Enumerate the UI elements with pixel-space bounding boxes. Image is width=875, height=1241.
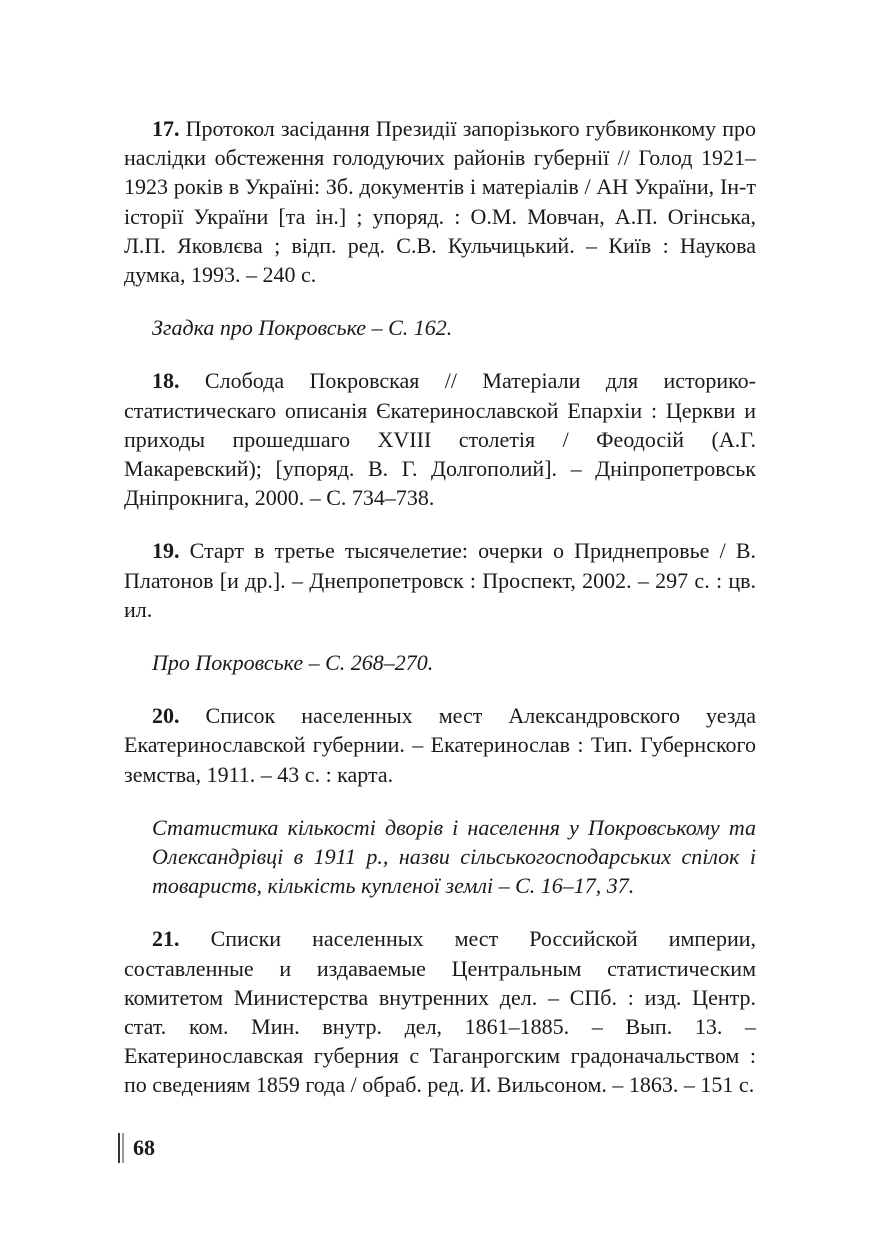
entry-note: Згадка про Покровське – С. 162. [152, 315, 453, 341]
page-folio [118, 1132, 155, 1164]
bibliography-entry-17 [124, 114, 756, 289]
entry-note: Про Покровське – С. 268–270. [152, 650, 434, 676]
entry-text: Списки населенных мест Российской империи, составленные и издаваемые Центральным статистическим комитетом Министерства внутренних дел. – СПб. : изд. Центр. стат. ком. Мин. внутр. дел, 1861–1885. – Вып. 13. – Екатеринославская губерния с Таганрогским градоначальством : по сведениям 1859 года / обраб. ред. И. Вильсоном. – 1863. – 151 с. [124, 926, 757, 1098]
entry-number: 18. [152, 368, 180, 394]
bibliography-list [124, 114, 756, 1100]
folio-rule [118, 1133, 120, 1163]
page-number: 68 [133, 1135, 155, 1160]
entry-text: Протокол засідання Президії запорізького губвиконкому про наслідки обстеження голодуючих районів губернії // Голод 1921–1923 років в Україні: Зб. документів і матеріалів / АН України, Ін-т історії України [та ін.] ; упоряд. : О.М. Мовчан, А.П. Огінська, Л.П. Яковлєва ; відп. ред. С.В. Кульчицький. – Київ : Наукова думка, 1993. – 240 с. [124, 116, 756, 288]
entry-text: Старт в третье тысячелетие: очерки о Приднепровье / В. Платонов [и др.]. – Днепропетровск : Проспект, 2002. – 297 с. : цв. ил. [124, 538, 757, 622]
entry-text: Слобода Покровская // Матеріали для историко-статистическаго описанія Єкатеринославской Епархіи : Церкви и приходы прошедшаго XVIII столетія / Феодосій (А.Г. Макаревский); [упоряд. В. Г. Долгополий]. – Дніпропетровськ Дніпрокнига, 2000. – С. 734–738. [124, 368, 757, 511]
bibliography-entry-18 [124, 366, 756, 512]
folio-rule [122, 1133, 124, 1163]
entry-number: 19. [152, 538, 180, 564]
entry-number: 21. [152, 926, 180, 952]
entry-number: 20. [152, 703, 180, 729]
entry-number: 17. [152, 116, 180, 141]
bibliography-entry-20 [124, 701, 756, 789]
bibliography-entry-21 [124, 924, 756, 1099]
bibliography-entry-19 [124, 536, 756, 624]
entry-note: Статистика кількості дворів і населення у Покровському та Олександрівці в 1911 р., назви сільськогосподарських спілок і товариств, кількість купленої землі – С. 16–17, 37. [152, 814, 756, 899]
entry-text: Список населенных мест Александровского уезда Екатеринославской губернии. – Екатеринослав : Тип. Губернского земства, 1911. – 43 с. : карта. [124, 703, 757, 787]
